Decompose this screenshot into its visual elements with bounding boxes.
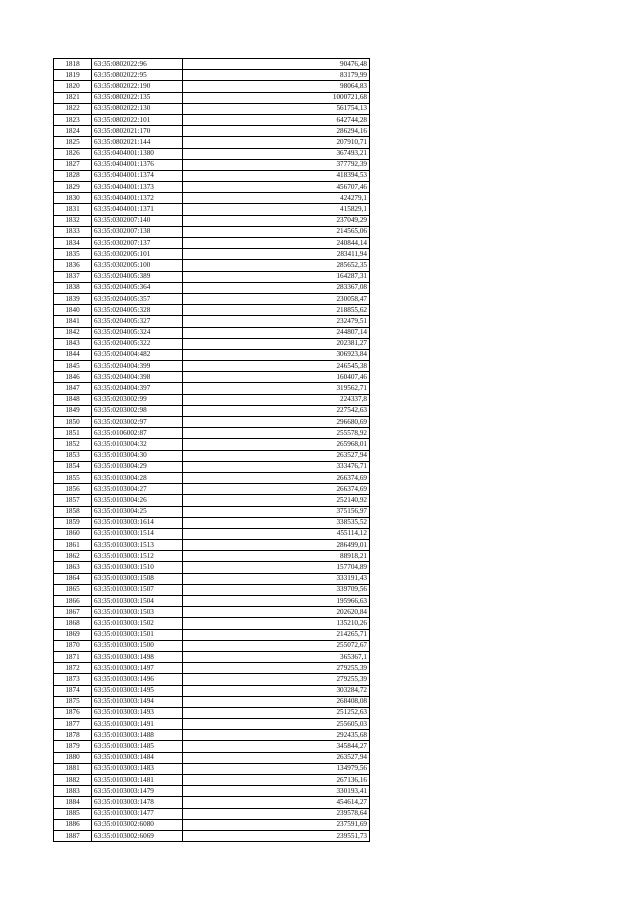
- row-number-cell: 1887: [54, 830, 92, 841]
- row-number-cell: 1855: [54, 472, 92, 483]
- cadastral-number-cell: 63:35:0203002:98: [92, 405, 183, 416]
- row-number-cell: 1837: [54, 271, 92, 282]
- cadastral-number-cell: 63:35:0103002:6080: [92, 819, 183, 830]
- value-cell: 268408,08: [183, 696, 370, 707]
- row-number-cell: 1876: [54, 707, 92, 718]
- row-number-cell: 1877: [54, 719, 92, 730]
- table-row: [54, 707, 370, 718]
- value-cell: 255578,92: [183, 428, 370, 439]
- cadastral-number-cell: 63:35:0103003:1501: [92, 629, 183, 640]
- value-cell: 456707,46: [183, 182, 370, 193]
- table-row: [54, 584, 370, 595]
- cadastral-number-cell: 63:35:0103003:1503: [92, 607, 183, 618]
- row-number-cell: 1822: [54, 103, 92, 114]
- value-cell: 227542,63: [183, 405, 370, 416]
- value-cell: 218855,62: [183, 305, 370, 316]
- table-row: [54, 551, 370, 562]
- cadastral-number-cell: 63:35:0204005:357: [92, 293, 183, 304]
- table-row: [54, 148, 370, 159]
- table-row: [54, 506, 370, 517]
- value-cell: 330193,41: [183, 786, 370, 797]
- row-number-cell: 1882: [54, 775, 92, 786]
- cadastral-number-cell: 63:35:0204004:399: [92, 361, 183, 372]
- cadastral-number-cell: 63:35:0103004:28: [92, 472, 183, 483]
- cadastral-number-cell: 63:35:0103003:1494: [92, 696, 183, 707]
- cadastral-number-cell: 63:35:0204005:324: [92, 327, 183, 338]
- table-row: [54, 752, 370, 763]
- row-number-cell: 1852: [54, 439, 92, 450]
- cadastral-number-cell: 63:35:0103003:1514: [92, 528, 183, 539]
- row-number-cell: 1880: [54, 752, 92, 763]
- cadastral-number-cell: 63:35:0103003:1493: [92, 707, 183, 718]
- table-row: [54, 450, 370, 461]
- value-cell: 286499,01: [183, 540, 370, 551]
- cadastral-number-cell: 63:35:0103003:1495: [92, 685, 183, 696]
- table-row: [54, 819, 370, 830]
- value-cell: 279255,39: [183, 663, 370, 674]
- table-row: [54, 316, 370, 327]
- table-row: [54, 629, 370, 640]
- value-cell: 424279,1: [183, 193, 370, 204]
- table-row: [54, 830, 370, 841]
- table-row: [54, 651, 370, 662]
- table-row: [54, 540, 370, 551]
- table-row: [54, 126, 370, 137]
- row-number-cell: 1825: [54, 137, 92, 148]
- row-number-cell: 1864: [54, 573, 92, 584]
- table-row: [54, 573, 370, 584]
- row-number-cell: 1867: [54, 607, 92, 618]
- cadastral-number-cell: 63:35:0302005:101: [92, 249, 183, 260]
- value-cell: 195966,63: [183, 596, 370, 607]
- table-row: [54, 562, 370, 573]
- value-cell: 292435,68: [183, 730, 370, 741]
- value-cell: 251252,63: [183, 707, 370, 718]
- table-row: [54, 81, 370, 92]
- cadastral-number-cell: 63:35:0103003:1481: [92, 775, 183, 786]
- value-cell: 375156,97: [183, 506, 370, 517]
- table-row: [54, 484, 370, 495]
- cadastral-number-cell: 63:35:0204005:327: [92, 316, 183, 327]
- table-row: [54, 293, 370, 304]
- row-number-cell: 1863: [54, 562, 92, 573]
- table-row: [54, 596, 370, 607]
- cadastral-number-cell: 63:35:0404001:1372: [92, 193, 183, 204]
- row-number-cell: 1839: [54, 293, 92, 304]
- value-cell: 279255,39: [183, 674, 370, 685]
- row-number-cell: 1868: [54, 618, 92, 629]
- value-cell: 214265,71: [183, 629, 370, 640]
- table-row: [54, 607, 370, 618]
- cadastral-number-cell: 63:35:0103003:1484: [92, 752, 183, 763]
- row-number-cell: 1884: [54, 797, 92, 808]
- value-cell: 285652,35: [183, 260, 370, 271]
- cadastral-number-cell: 63:35:0103002:6069: [92, 830, 183, 841]
- row-number-cell: 1828: [54, 170, 92, 181]
- table-row: [54, 394, 370, 405]
- value-cell: 157704,89: [183, 562, 370, 573]
- row-number-cell: 1886: [54, 819, 92, 830]
- row-number-cell: 1838: [54, 282, 92, 293]
- cadastral-number-cell: 63:35:0103003:1498: [92, 651, 183, 662]
- row-number-cell: 1851: [54, 428, 92, 439]
- value-cell: 202620,84: [183, 607, 370, 618]
- value-cell: 239578,64: [183, 808, 370, 819]
- value-cell: 333191,43: [183, 573, 370, 584]
- table-row: [54, 741, 370, 752]
- value-cell: 232479,51: [183, 316, 370, 327]
- value-cell: 263527,94: [183, 752, 370, 763]
- cadastral-number-cell: 63:35:0802021:170: [92, 126, 183, 137]
- table-row: [54, 763, 370, 774]
- value-cell: 207910,71: [183, 137, 370, 148]
- table-row: [54, 361, 370, 372]
- row-number-cell: 1881: [54, 763, 92, 774]
- table-row: [54, 372, 370, 383]
- value-cell: 306923,84: [183, 349, 370, 360]
- cadastral-number-cell: 63:35:0103004:26: [92, 495, 183, 506]
- row-number-cell: 1846: [54, 372, 92, 383]
- value-cell: 283367,08: [183, 282, 370, 293]
- cadastral-number-cell: 63:35:0302007:140: [92, 215, 183, 226]
- value-cell: 561754,13: [183, 103, 370, 114]
- value-cell: 134979,56: [183, 763, 370, 774]
- cadastral-number-cell: 63:35:0203002:99: [92, 394, 183, 405]
- value-cell: 88918,21: [183, 551, 370, 562]
- row-number-cell: 1849: [54, 405, 92, 416]
- value-cell: 98064,83: [183, 81, 370, 92]
- cadastral-number-cell: 63:35:0404001:1380: [92, 148, 183, 159]
- value-cell: 286294,16: [183, 126, 370, 137]
- row-number-cell: 1831: [54, 204, 92, 215]
- table-row: [54, 685, 370, 696]
- row-number-cell: 1834: [54, 238, 92, 249]
- cadastral-number-cell: 63:35:0802021:144: [92, 137, 183, 148]
- cadastral-number-cell: 63:35:0103003:1502: [92, 618, 183, 629]
- row-number-cell: 1854: [54, 461, 92, 472]
- row-number-cell: 1856: [54, 484, 92, 495]
- cadastral-number-cell: 63:35:0103003:1479: [92, 786, 183, 797]
- cadastral-number-cell: 63:35:0103004:25: [92, 506, 183, 517]
- cadastral-number-cell: 63:35:0404001:1376: [92, 159, 183, 170]
- cadastral-number-cell: 63:35:0103003:1485: [92, 741, 183, 752]
- row-number-cell: 1830: [54, 193, 92, 204]
- row-number-cell: 1885: [54, 808, 92, 819]
- row-number-cell: 1827: [54, 159, 92, 170]
- value-cell: 339709,56: [183, 584, 370, 595]
- cadastral-number-cell: 63:35:0404001:1371: [92, 204, 183, 215]
- row-number-cell: 1844: [54, 349, 92, 360]
- table-row: [54, 663, 370, 674]
- table-row: [54, 338, 370, 349]
- value-cell: 246545,38: [183, 361, 370, 372]
- row-number-cell: 1847: [54, 383, 92, 394]
- cadastral-number-cell: 63:35:0103003:1491: [92, 719, 183, 730]
- cadastral-number-cell: 63:35:0103003:1497: [92, 663, 183, 674]
- cadastral-number-cell: 63:35:0802022:135: [92, 92, 183, 103]
- table-row: [54, 405, 370, 416]
- table-row: [54, 383, 370, 394]
- value-cell: 239551,73: [183, 830, 370, 841]
- row-number-cell: 1824: [54, 126, 92, 137]
- row-number-cell: 1872: [54, 663, 92, 674]
- cadastral-number-cell: 63:35:0204005:364: [92, 282, 183, 293]
- cadastral-number-cell: 63:35:0404001:1373: [92, 182, 183, 193]
- value-cell: 214565,06: [183, 226, 370, 237]
- table-row: [54, 170, 370, 181]
- value-cell: 454614,27: [183, 797, 370, 808]
- row-number-cell: 1848: [54, 394, 92, 405]
- cadastral-number-cell: 63:35:0204004:482: [92, 349, 183, 360]
- data-table: [53, 58, 370, 842]
- value-cell: 296680,69: [183, 417, 370, 428]
- cadastral-number-cell: 63:35:0103003:1507: [92, 584, 183, 595]
- table-row: [54, 472, 370, 483]
- table-row: [54, 193, 370, 204]
- cadastral-number-cell: 63:35:0404001:1374: [92, 170, 183, 181]
- row-number-cell: 1866: [54, 596, 92, 607]
- value-cell: 252140,92: [183, 495, 370, 506]
- value-cell: 237591,69: [183, 819, 370, 830]
- value-cell: 642744,28: [183, 114, 370, 125]
- row-number-cell: 1860: [54, 528, 92, 539]
- value-cell: 265968,01: [183, 439, 370, 450]
- row-number-cell: 1845: [54, 361, 92, 372]
- table-row: [54, 775, 370, 786]
- value-cell: 415829,1: [183, 204, 370, 215]
- table-row: [54, 461, 370, 472]
- table-row: [54, 349, 370, 360]
- table-row: [54, 282, 370, 293]
- row-number-cell: 1836: [54, 260, 92, 271]
- table-row: [54, 439, 370, 450]
- table-row: [54, 517, 370, 528]
- cadastral-number-cell: 63:35:0103003:1478: [92, 797, 183, 808]
- value-cell: 345844,27: [183, 741, 370, 752]
- table-row: [54, 640, 370, 651]
- cadastral-number-cell: 63:35:0802022:190: [92, 81, 183, 92]
- row-number-cell: 1829: [54, 182, 92, 193]
- value-cell: 263527,94: [183, 450, 370, 461]
- cadastral-number-cell: 63:35:0302007:137: [92, 238, 183, 249]
- row-number-cell: 1883: [54, 786, 92, 797]
- cadastral-number-cell: 63:35:0103003:1500: [92, 640, 183, 651]
- value-cell: 240844,14: [183, 238, 370, 249]
- table-row: [54, 696, 370, 707]
- value-cell: 255605,03: [183, 719, 370, 730]
- row-number-cell: 1840: [54, 305, 92, 316]
- table-row: [54, 674, 370, 685]
- row-number-cell: 1874: [54, 685, 92, 696]
- row-number-cell: 1819: [54, 70, 92, 81]
- value-cell: 267136,16: [183, 775, 370, 786]
- table-row: [54, 786, 370, 797]
- cadastral-number-cell: 63:35:0103003:1488: [92, 730, 183, 741]
- cadastral-number-cell: 63:35:0103003:1513: [92, 540, 183, 551]
- table-row: [54, 92, 370, 103]
- cadastral-number-cell: 63:35:0103004:30: [92, 450, 183, 461]
- cadastral-number-cell: 63:35:0203002:97: [92, 417, 183, 428]
- table-row: [54, 327, 370, 338]
- cadastral-number-cell: 63:35:0802022:96: [92, 59, 183, 70]
- cadastral-number-cell: 63:35:0103003:1614: [92, 517, 183, 528]
- cadastral-number-cell: 63:35:0802022:95: [92, 70, 183, 81]
- cadastral-number-cell: 63:35:0302005:100: [92, 260, 183, 271]
- table-row: [54, 249, 370, 260]
- row-number-cell: 1873: [54, 674, 92, 685]
- value-cell: 83179,99: [183, 70, 370, 81]
- cadastral-number-cell: 63:35:0302007:138: [92, 226, 183, 237]
- value-cell: 224337,8: [183, 394, 370, 405]
- row-number-cell: 1820: [54, 81, 92, 92]
- table-row: [54, 797, 370, 808]
- row-number-cell: 1842: [54, 327, 92, 338]
- cadastral-number-cell: 63:35:0103004:27: [92, 484, 183, 495]
- value-cell: 135210,26: [183, 618, 370, 629]
- table-row: [54, 528, 370, 539]
- row-number-cell: 1821: [54, 92, 92, 103]
- cadastral-number-cell: 63:35:0103003:1510: [92, 562, 183, 573]
- table-row: [54, 417, 370, 428]
- value-cell: 283411,94: [183, 249, 370, 260]
- table-row: [54, 260, 370, 271]
- value-cell: 338535,52: [183, 517, 370, 528]
- value-cell: 367493,21: [183, 148, 370, 159]
- cadastral-number-cell: 63:35:0204004:397: [92, 383, 183, 394]
- row-number-cell: 1833: [54, 226, 92, 237]
- cadastral-number-cell: 63:35:0802022:101: [92, 114, 183, 125]
- value-cell: 333476,71: [183, 461, 370, 472]
- value-cell: 237049,29: [183, 215, 370, 226]
- table-row: [54, 159, 370, 170]
- row-number-cell: 1861: [54, 540, 92, 551]
- cadastral-number-cell: 63:35:0103003:1483: [92, 763, 183, 774]
- value-cell: 377792,39: [183, 159, 370, 170]
- row-number-cell: 1878: [54, 730, 92, 741]
- row-number-cell: 1869: [54, 629, 92, 640]
- table-row: [54, 730, 370, 741]
- value-cell: 1000721,68: [183, 92, 370, 103]
- table-row: [54, 618, 370, 629]
- row-number-cell: 1843: [54, 338, 92, 349]
- value-cell: 255072,67: [183, 640, 370, 651]
- row-number-cell: 1841: [54, 316, 92, 327]
- value-cell: 202381,27: [183, 338, 370, 349]
- table-row: [54, 59, 370, 70]
- cadastral-number-cell: 63:35:0103003:1508: [92, 573, 183, 584]
- value-cell: 319562,71: [183, 383, 370, 394]
- value-cell: 455114,12: [183, 528, 370, 539]
- row-number-cell: 1835: [54, 249, 92, 260]
- row-number-cell: 1858: [54, 506, 92, 517]
- table-row: [54, 226, 370, 237]
- cadastral-number-cell: 63:35:0103003:1512: [92, 551, 183, 562]
- value-cell: 230058,47: [183, 293, 370, 304]
- value-cell: 266374,69: [183, 472, 370, 483]
- cadastral-number-cell: 63:35:0103004:29: [92, 461, 183, 472]
- row-number-cell: 1857: [54, 495, 92, 506]
- row-number-cell: 1875: [54, 696, 92, 707]
- value-cell: 365367,1: [183, 651, 370, 662]
- table-row: [54, 114, 370, 125]
- cadastral-number-cell: 63:35:0103004:32: [92, 439, 183, 450]
- row-number-cell: 1832: [54, 215, 92, 226]
- value-cell: 303284,72: [183, 685, 370, 696]
- value-cell: 418394,53: [183, 170, 370, 181]
- row-number-cell: 1853: [54, 450, 92, 461]
- cadastral-number-cell: 63:35:0103003:1504: [92, 596, 183, 607]
- table-row: [54, 238, 370, 249]
- value-cell: 160407,46: [183, 372, 370, 383]
- table-row: [54, 137, 370, 148]
- row-number-cell: 1823: [54, 114, 92, 125]
- row-number-cell: 1850: [54, 417, 92, 428]
- table-row: [54, 204, 370, 215]
- value-cell: 90476,48: [183, 59, 370, 70]
- row-number-cell: 1879: [54, 741, 92, 752]
- row-number-cell: 1870: [54, 640, 92, 651]
- cadastral-number-cell: 63:35:0204005:389: [92, 271, 183, 282]
- value-cell: 164287,31: [183, 271, 370, 282]
- cadastral-number-cell: 63:35:0802022:130: [92, 103, 183, 114]
- table-row: [54, 495, 370, 506]
- table-body: [54, 59, 370, 842]
- table-row: [54, 808, 370, 819]
- row-number-cell: 1865: [54, 584, 92, 595]
- table-row: [54, 103, 370, 114]
- value-cell: 266374,69: [183, 484, 370, 495]
- row-number-cell: 1859: [54, 517, 92, 528]
- table-row: [54, 215, 370, 226]
- row-number-cell: 1862: [54, 551, 92, 562]
- table-row: [54, 182, 370, 193]
- value-cell: 244807,14: [183, 327, 370, 338]
- cadastral-number-cell: 63:35:0204004:398: [92, 372, 183, 383]
- row-number-cell: 1826: [54, 148, 92, 159]
- table-row: [54, 428, 370, 439]
- table-row: [54, 719, 370, 730]
- cadastral-number-cell: 63:35:0106002:87: [92, 428, 183, 439]
- row-number-cell: 1871: [54, 651, 92, 662]
- cadastral-number-cell: 63:35:0204005:328: [92, 305, 183, 316]
- row-number-cell: 1818: [54, 59, 92, 70]
- table-row: [54, 271, 370, 282]
- table-row: [54, 305, 370, 316]
- cadastral-number-cell: 63:35:0103003:1496: [92, 674, 183, 685]
- cadastral-number-cell: 63:35:0103003:1477: [92, 808, 183, 819]
- table-row: [54, 70, 370, 81]
- cadastral-number-cell: 63:35:0204005:322: [92, 338, 183, 349]
